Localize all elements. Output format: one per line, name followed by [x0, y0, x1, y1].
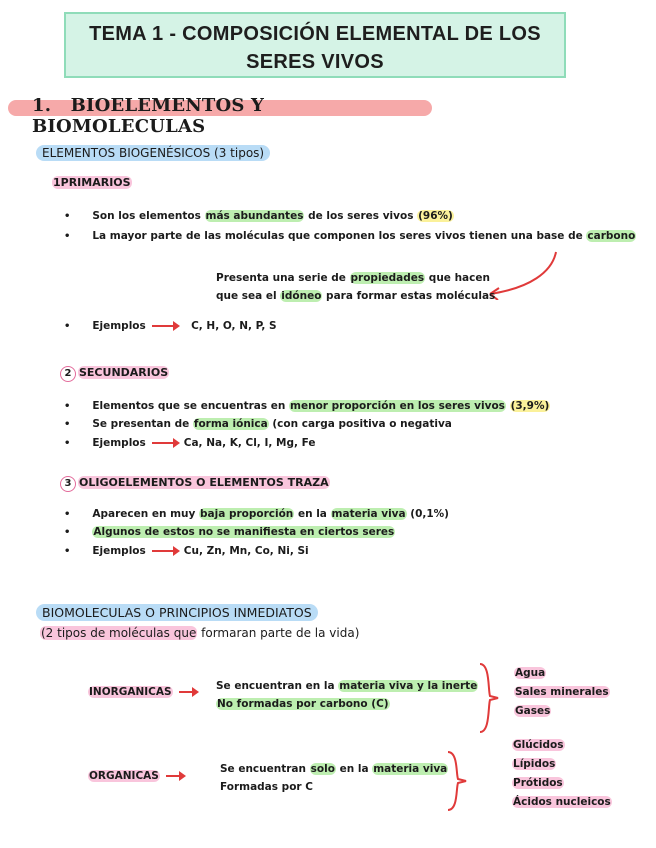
inorganicas-label: INORGANICAS	[89, 686, 172, 698]
title-line-2: SERES VIVOS	[246, 51, 384, 73]
secundarios-heading: 2 SECUNDARIOS	[60, 366, 169, 382]
biomolecules-subtitle: (2 tipos de moléculas que formaran parte de la vida)	[41, 626, 360, 640]
arrow-right-icon	[166, 775, 184, 777]
arrow-right-icon	[179, 691, 197, 693]
title-line-1: TEMA 1 - COMPOSICIÓN ELEMENTAL DE LOS	[89, 23, 541, 45]
primarios-examples: • Ejemplos C, H, O, N, P, S	[64, 320, 277, 332]
secundarios-bullet-2: • Se presentan de forma iónica (con carga positiva o negativa	[64, 418, 452, 430]
organicas-label: ORGANICAS	[89, 770, 159, 782]
list-item: Sales minerales	[515, 686, 609, 698]
primarios-note-2: que sea el idóneo para formar estas moléculas	[216, 290, 496, 302]
primarios-note-1: Presenta una serie de propiedades que hacen	[216, 272, 490, 284]
list-item: Gases	[515, 705, 551, 717]
oligo-examples: • Ejemplos Cu, Zn, Mn, Co, Ni, Si	[64, 545, 309, 557]
inorganicas-line-2: No formadas por carbono (C)	[217, 698, 389, 710]
oligo-bullet-2: • Algunos de estos no se manifiesta en ciertos seres	[64, 526, 395, 538]
list-item: Agua	[515, 667, 546, 679]
list-item: Ácidos nucleicos	[513, 796, 611, 808]
secundarios-bullet-1: • Elementos que se encuentras en menor proporción en los seres vivos (3,9%)	[64, 400, 550, 412]
arrow-right-icon	[152, 550, 178, 552]
section-number: 1.	[32, 95, 52, 116]
list-item: Prótidos	[513, 777, 563, 789]
organicas-line-1: Se encuentran solo en la materia viva	[220, 763, 448, 775]
oligo-heading: 3 OLIGOELEMENTOS O ELEMENTOS TRAZA	[60, 476, 330, 492]
inorganicas-row	[88, 686, 203, 698]
list-item: Glúcidos	[513, 739, 564, 751]
organicas-row	[88, 770, 190, 782]
biogenic-label: ELEMENTOS BIOGENÉSICOS (3 tipos)	[36, 145, 270, 161]
organicas-list	[512, 736, 612, 812]
primarios-bullet-2: • La mayor parte de las moléculas que componen los seres vivos tienen una base de carbono	[64, 230, 636, 242]
arrow-right-icon	[152, 442, 178, 444]
primarios-heading: 1PRIMARIOS	[53, 176, 131, 189]
page-title	[64, 12, 566, 78]
brace-icon	[476, 660, 502, 736]
brace-icon	[444, 748, 470, 814]
organicas-line-2: Formadas por C	[220, 781, 313, 793]
secundarios-examples: • Ejemplos Ca, Na, K, Cl, I, Mg, Fe	[64, 437, 316, 449]
inorganicas-list	[514, 664, 610, 721]
inorganicas-line-1: Se encuentran en la materia viva y la inerte	[216, 680, 478, 692]
section-title: BIOELEMENTOS Y BIOMOLECULAS	[32, 95, 265, 137]
list-item: Lípidos	[513, 758, 556, 770]
section-heading	[8, 95, 432, 137]
oligo-bullet-1: • Aparecen en muy baja proporción en la materia viva (0,1%)	[64, 508, 449, 520]
biomolecules-label: BIOMOLECULAS O PRINCIPIOS INMEDIATOS	[36, 604, 318, 621]
primarios-bullet-1: • Son los elementos más abundantes de los seres vivos (96%)	[64, 210, 453, 222]
arrow-right-icon	[152, 325, 178, 327]
